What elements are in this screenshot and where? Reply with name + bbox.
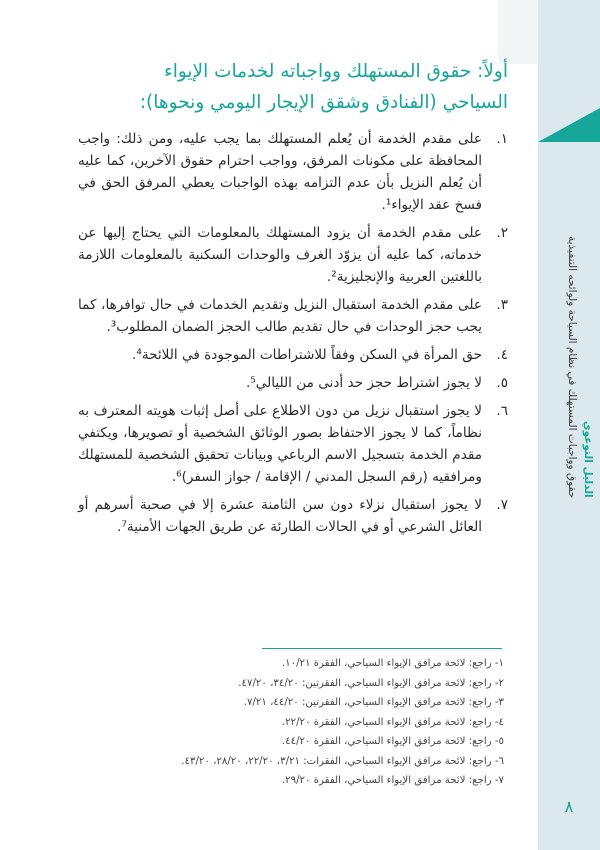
sidebar-subtitle: حقوق وواجبات المستهلك في نظام السياحة ولوائحه التنفيذية <box>566 235 578 498</box>
sidebar-accent-tab <box>538 108 600 142</box>
footnote: ٥- راجع: لائحة مرافق الإيواء السياحي، الفقرة ٤٤/٢٠. <box>281 736 504 747</box>
footnote: ٢- راجع: لائحة مرافق الإيواء السياحي، الفقرتين: ٣٤/٢٠، ٤٧/٢٠. <box>238 677 504 689</box>
rights-list <box>78 128 508 538</box>
sidebar-panel <box>538 0 600 850</box>
item-text: على مقدم الخدمة استقبال النزيل وتقديم الخدمات في حال توافرها، كما يجب حجز الوحدات في حال تقديم طالب الحجز الضمان المطلوب³. <box>78 297 482 335</box>
section-heading <box>78 56 508 118</box>
item-number: ١. <box>496 131 508 147</box>
item-text: لا يجوز استقبال نزلاء دون سن الثامنة عشرة إلا في صحبة أسرهم أو العائل الشرعي أو في الحالات الطارئة عن طريق الجهات الأمنية⁷. <box>78 497 482 535</box>
item-text: لا يجوز اشتراط حجز حد أدنى من الليالي⁵. <box>246 375 482 391</box>
footnote-divider <box>262 648 502 649</box>
item-number: ٥. <box>496 375 508 391</box>
footnote: ١- راجع: لائحة مرافق الإيواء السياحي، الفقرة ١٠/٢١. <box>281 658 504 669</box>
list-item <box>78 372 508 394</box>
list-item <box>78 494 508 538</box>
main-content <box>78 56 508 544</box>
item-text: على مقدم الخدمة أن يُعلم المستهلك بما يجب عليه، ومن ذلك: واجب المحافظة على مكونات المرفق، وواجب احترام حقوق الآخرين، كما عليه أن يُعلم النزيل بأن عدم التزامه بهذه الواجبات يعطي المرفق الحق في فسخ عقد الإيواء¹. <box>78 131 482 213</box>
footnote: ٣- راجع: لائحة مرافق الإيواء السياحي، الفقرتين: ٤٤/٢٠، ٧/٢١. <box>243 697 504 708</box>
page-number: ٨ <box>564 797 574 816</box>
list-item <box>78 222 508 288</box>
item-number: ٣. <box>496 297 508 313</box>
footnotes <box>74 654 504 791</box>
item-text: حق المرأة في السكن وفقاً للاشتراطات الموجودة في اللائحة⁴. <box>132 347 482 363</box>
heading-line-1: أولاً: حقوق المستهلك وواجباته لخدمات الإيواء <box>164 61 508 82</box>
item-number: ٢. <box>496 225 508 241</box>
item-number: ٤. <box>496 347 508 363</box>
list-item <box>78 128 508 216</box>
footnote: ٤- راجع: لائحة مرافق الإيواء السياحي، الفقرة ٢٢/٢٠. <box>281 716 504 728</box>
footnote: ٧- راجع: لائحة مرافق الإيواء السياحي، الفقرة ٢٩/٢٠. <box>281 775 504 786</box>
heading-line-2: السياحي (الفنادق وشقق الإيجار اليومي ونحوها): <box>139 92 508 113</box>
list-item <box>78 294 508 338</box>
item-number: ٧. <box>496 497 508 513</box>
sidebar-vertical-text <box>542 168 596 498</box>
item-text: على مقدم الخدمة أن يزود المستهلك بالمعلومات التي يحتاج إليها عن خدماته، كما عليه أن يزوّد الغرف والوحدات السكنية بالمعلومات اللازمة باللغتين العربية والإنجليزية². <box>78 225 482 285</box>
sidebar-title: الدليل التوعوي <box>582 421 594 498</box>
list-item <box>78 400 508 488</box>
footnote: ٦- راجع: لائحة مرافق الإيواء السياحي، الفقرات: ٣/٢١، ٢٢/٢٠، ٢٨/٢٠، ٤٣/٢٠. <box>181 755 504 767</box>
item-number: ٦. <box>496 403 508 419</box>
list-item <box>78 344 508 366</box>
item-text: لا يجوز استقبال نزيل من دون الاطلاع على أصل إثبات هويته المعترف به نظاماً، كما لا يجوز الاحتفاظ بصور الوثائق الشخصية أو تصويرها، ويكتفي مقدم الخدمة بتسجيل الاسم الرباعي وبيانات تحقيق الشخصية للمستهلك ومرافقيه (رقم السجل المدني / الإقامة / جواز السفر)⁶. <box>78 403 482 485</box>
corner-decoration <box>498 0 538 64</box>
